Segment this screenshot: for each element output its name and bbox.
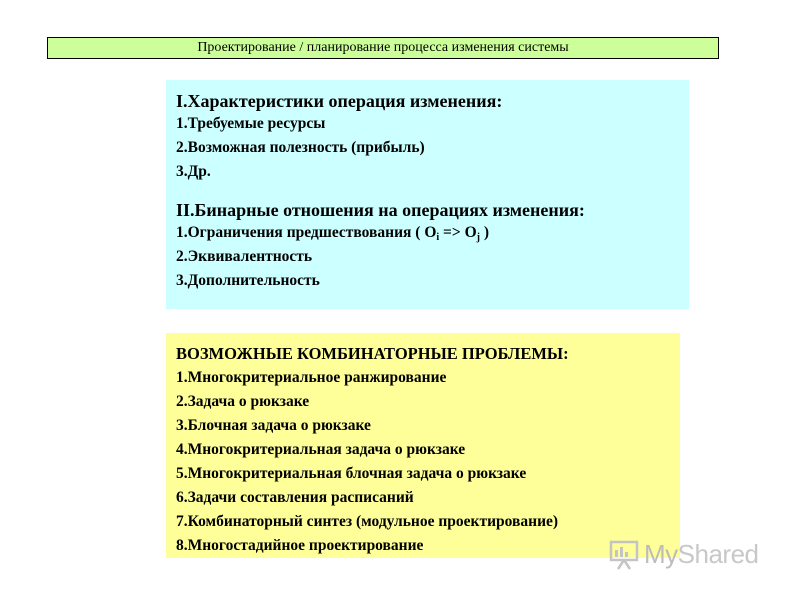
- list-item: 3.Дополнительность: [176, 272, 320, 289]
- list-item: 8.Многостадийное проектирование: [176, 537, 424, 554]
- myshared-watermark: [608, 536, 768, 572]
- list-item: 1.Многокритериальное ранжирование: [176, 369, 447, 386]
- list-item: 4.Многокритериальная задача о рюкзаке: [176, 441, 466, 458]
- section-heading-binary-relations: II.Бинарные отношения на операциях изменения:: [176, 200, 585, 220]
- operations-panel: [166, 80, 689, 309]
- watermark-text: MyShared: [644, 538, 759, 569]
- list-item: 1.Требуемые ресурсы: [176, 115, 326, 132]
- list-item: 3.Блочная задача о рюкзаке: [176, 417, 371, 434]
- list-item-precedence: 1.Ограничения предшествования ( $O_i => O_j$ ): [176, 224, 490, 243]
- presentation-board-icon: [608, 538, 640, 570]
- list-item: 2.Эквивалентность: [176, 248, 313, 265]
- list-item: 6.Задачи составления расписаний: [176, 489, 414, 506]
- combinatorial-problems-panel: [166, 333, 680, 558]
- list-item: 2.Возможная полезность (прибыль): [176, 139, 425, 156]
- list-item: 2.Задача о рюкзаке: [176, 393, 310, 410]
- list-item: 3.Др.: [176, 163, 211, 180]
- section-heading-characteristics: I.Характеристики операция изменения:: [176, 91, 503, 111]
- list-item: 5.Многокритериальная блочная задача о рюкзаке: [176, 465, 527, 482]
- list-item: 7.Комбинаторный синтез (модульное проектирование): [176, 513, 559, 530]
- section-heading-problems: ВОЗМОЖНЫЕ КОМБИНАТОРНЫЕ ПРОБЛЕМЫ:: [176, 344, 569, 363]
- slide-title: Проектирование / планирование процесса изменения системы: [47, 37, 719, 59]
